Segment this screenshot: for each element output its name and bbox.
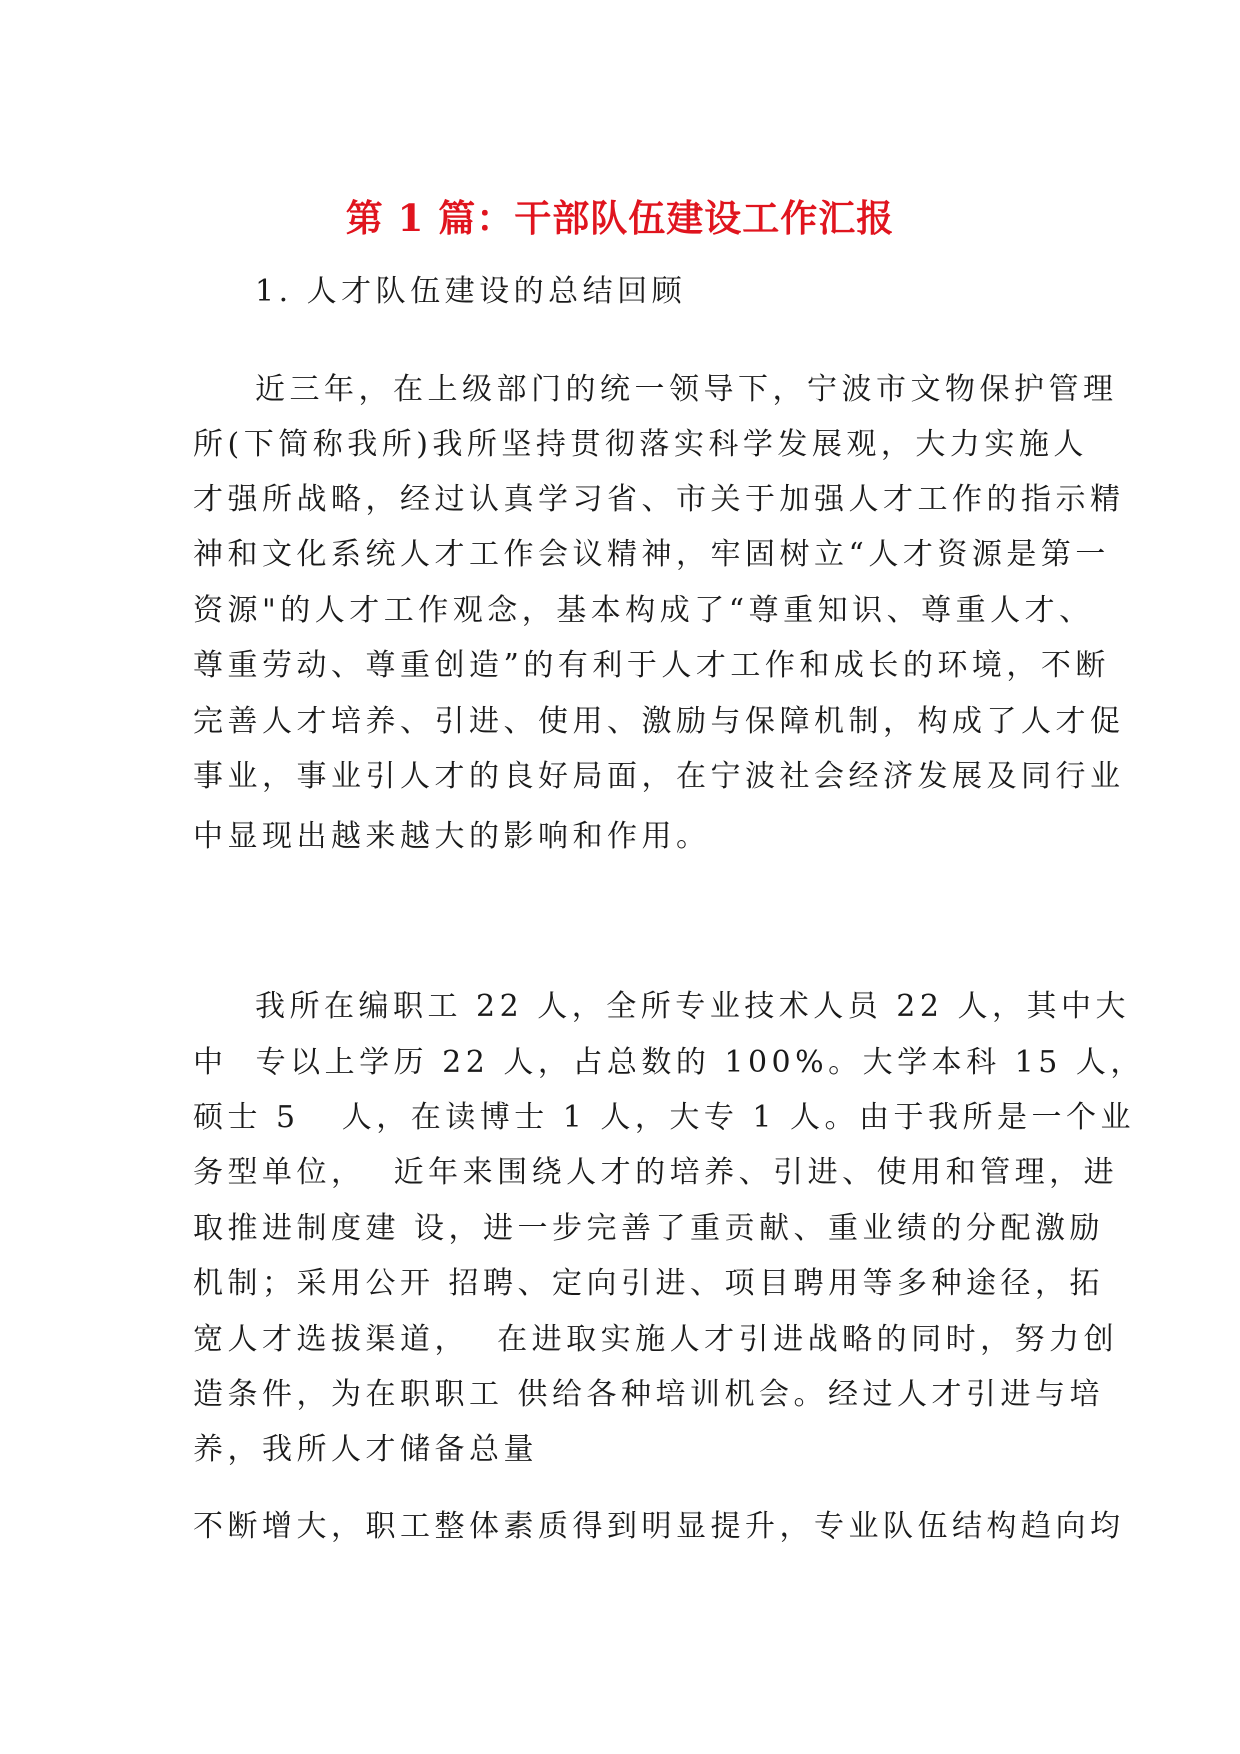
text-line: 务型单位， 近年来围绕人才的培养、引进、使用和管理，进 [193, 1155, 1119, 1190]
text-line: 造条件，为在职职工 供给各种培训机会。经过人才引进与培 [193, 1377, 1105, 1412]
document-title: 第 1 篇：干部队伍建设工作汇报 [345, 195, 895, 240]
text-line: 事业，事业引人才的良好局面，在宁波社会经济发展及同行业 [193, 759, 1125, 794]
text-line: 不断增大，职工整体素质得到明显提升，专业队伍结构趋向均 [193, 1509, 1125, 1544]
text-line: 神和文化系统人才工作会议精神，牢固树立“人才资源是第一 [193, 537, 1110, 572]
text-line: 取推进制度建 设，进一步完善了重贡献、重业绩的分配激励 [193, 1211, 1105, 1246]
text-line: 机制；采用公开 招聘、定向引进、项目聘用等多种途径，拓 [193, 1266, 1105, 1301]
text-line: 才强所战略，经过认真学习省、市关于加强人才工作的指示精 [193, 482, 1125, 517]
text-line: 养，我所人才储备总量 [193, 1432, 538, 1467]
text-line: 我所在编职工 22 人，全所专业技术人员 22 人，其中大 [255, 989, 1130, 1024]
text-line: 中 专以上学历 22 人，占总数的 100%。大学本科 15 人， [193, 1045, 1145, 1080]
text-line: 完善人才培养、引进、使用、激励与保障机制，构成了人才促 [193, 704, 1125, 739]
section-heading: 1. 人才队伍建设的总结回顾 [255, 274, 687, 309]
text-line: 尊重劳动、尊重创造”的有利于人才工作和成长的环境，不断 [193, 648, 1110, 683]
text-line: 硕士 5 人，在读博士 1 人，大专 1 人。由于我所是一个业 [193, 1100, 1136, 1135]
text-line: 近三年，在上级部门的统一领导下，宁波市文物保护管理 [255, 372, 1118, 407]
text-line: 所(下简称我所)我所坚持贯彻落实科学发展观，大力实施人 [193, 427, 1088, 462]
text-line: 中显现出越来越大的影响和作用。 [193, 819, 711, 854]
text-line: 资源"的人才工作观念，基本构成了“尊重知识、尊重人才、 [193, 593, 1094, 628]
text-line: 宽人才选拔渠道， 在进取实施人才引进战略的同时，努力创 [193, 1322, 1119, 1357]
